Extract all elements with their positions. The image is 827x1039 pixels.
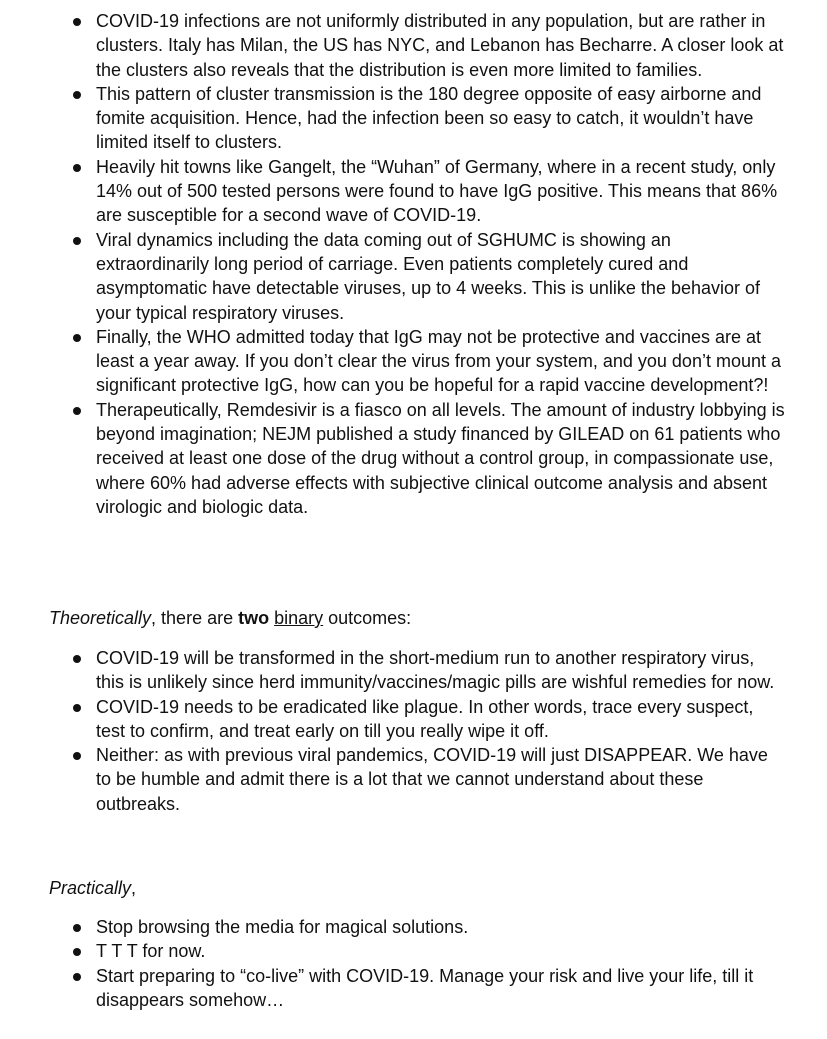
bullet-icon xyxy=(73,407,81,415)
list-item xyxy=(0,82,827,155)
list-item xyxy=(0,325,827,398)
list-item-text: Neither: as with previous viral pandemics, COVID-19 will just DISAPPEAR. We have to be humble and admit there is a lot that we cannot understand about these outbreaks. xyxy=(96,745,768,814)
list-item xyxy=(0,915,827,939)
bullet-icon xyxy=(73,752,81,760)
list-item xyxy=(0,695,827,744)
list-item-text: COVID-19 will be transformed in the short-medium run to another respiratory virus, this is unlikely since herd immunity/vaccines/magic pills are wishful remedies for now. xyxy=(96,648,775,693)
list-item-text: Therapeutically, Remdesivir is a fiasco on all levels. The amount of industry lobbying is beyond imagination; NEJM published a study financed by GILEAD on 61 patients who received at least one dose of the drug without a control group, in compassionate use, where 60% had adverse effects with subjective clinical outcome analysis and absent virologic and biologic data. xyxy=(96,399,785,517)
outcomes-list xyxy=(0,646,827,816)
bullet-icon xyxy=(73,91,81,99)
practical-paragraph xyxy=(49,876,136,900)
list-item-text: Stop browsing the media for magical solutions. xyxy=(96,917,469,937)
practical-tail: , xyxy=(131,878,137,898)
bullet-icon xyxy=(73,704,81,712)
list-item xyxy=(0,939,827,963)
bullet-icon xyxy=(73,18,81,26)
list-item xyxy=(0,155,827,228)
list-item-text: Viral dynamics including the data coming out of SGHUMC is showing an extraordinarily long period of carriage. Even patients completely cured and asymptomatic have detectable viruses, up to 4 weeks. This is unlike the behavior of your typical respiratory viruses. xyxy=(96,229,761,323)
bullet-icon xyxy=(73,334,81,342)
list-item-text: Start preparing to “co-live” with COVID-19. Manage your risk and live your life, till it disappears somehow… xyxy=(96,965,754,1010)
list-item-text: COVID-19 infections are not uniformly distributed in any population, but are rather in clusters. Italy has Milan, the US has NYC, and Lebanon has Becharre. A closer look at the clusters also reveals that the distribution is even more limited to families. xyxy=(96,11,784,80)
bullet-icon xyxy=(73,973,81,981)
list-item xyxy=(0,964,827,1013)
bullet-icon xyxy=(73,655,81,663)
list-item-text: This pattern of cluster transmission is the 180 degree opposite of easy airborne and fomite acquisition. Hence, had the infection been so easy to catch, it wouldn’t have limited itself to clusters. xyxy=(96,83,762,153)
bullet-icon xyxy=(73,924,81,932)
theoretical-paragraph xyxy=(49,606,411,630)
theoretical-text-3: outcomes: xyxy=(323,608,412,628)
list-item xyxy=(0,398,827,519)
practical-list xyxy=(0,915,827,1012)
list-item-text: Heavily hit towns like Gangelt, the “Wuhan” of Germany, where in a recent study, only 14% out of 500 tested persons were found to have IgG positive. This means that 86% are susceptible for a second wave of COVID-19. xyxy=(96,156,778,226)
list-item-text: Finally, the WHO admitted today that IgG may not be protective and vaccines are at least a year away. If you don’t clear the virus from your system, and you don’t mount a significant protective IgG, how can you be hopeful for a rapid vaccine development?! xyxy=(96,326,781,396)
list-item xyxy=(0,9,827,82)
bullet-icon xyxy=(73,237,81,245)
list-item xyxy=(0,646,827,695)
practical-lead: Practically xyxy=(49,878,132,898)
list-item xyxy=(0,743,827,816)
bullet-icon xyxy=(73,948,81,956)
theoretical-text-1: , there are xyxy=(151,608,239,628)
list-item-text: COVID-19 needs to be eradicated like plague. In other words, trace every suspect, test to confirm, and treat early on till you really wipe it off. xyxy=(96,696,754,741)
arguments-list xyxy=(0,9,827,519)
bullet-icon xyxy=(73,164,81,172)
theoretical-bold-word: two xyxy=(238,608,270,628)
list-item-text: T T T for now. xyxy=(96,941,206,962)
list-item xyxy=(0,228,827,325)
theoretical-lead: Theoretically xyxy=(49,608,152,628)
theoretical-underlined-word: binary xyxy=(274,608,324,628)
